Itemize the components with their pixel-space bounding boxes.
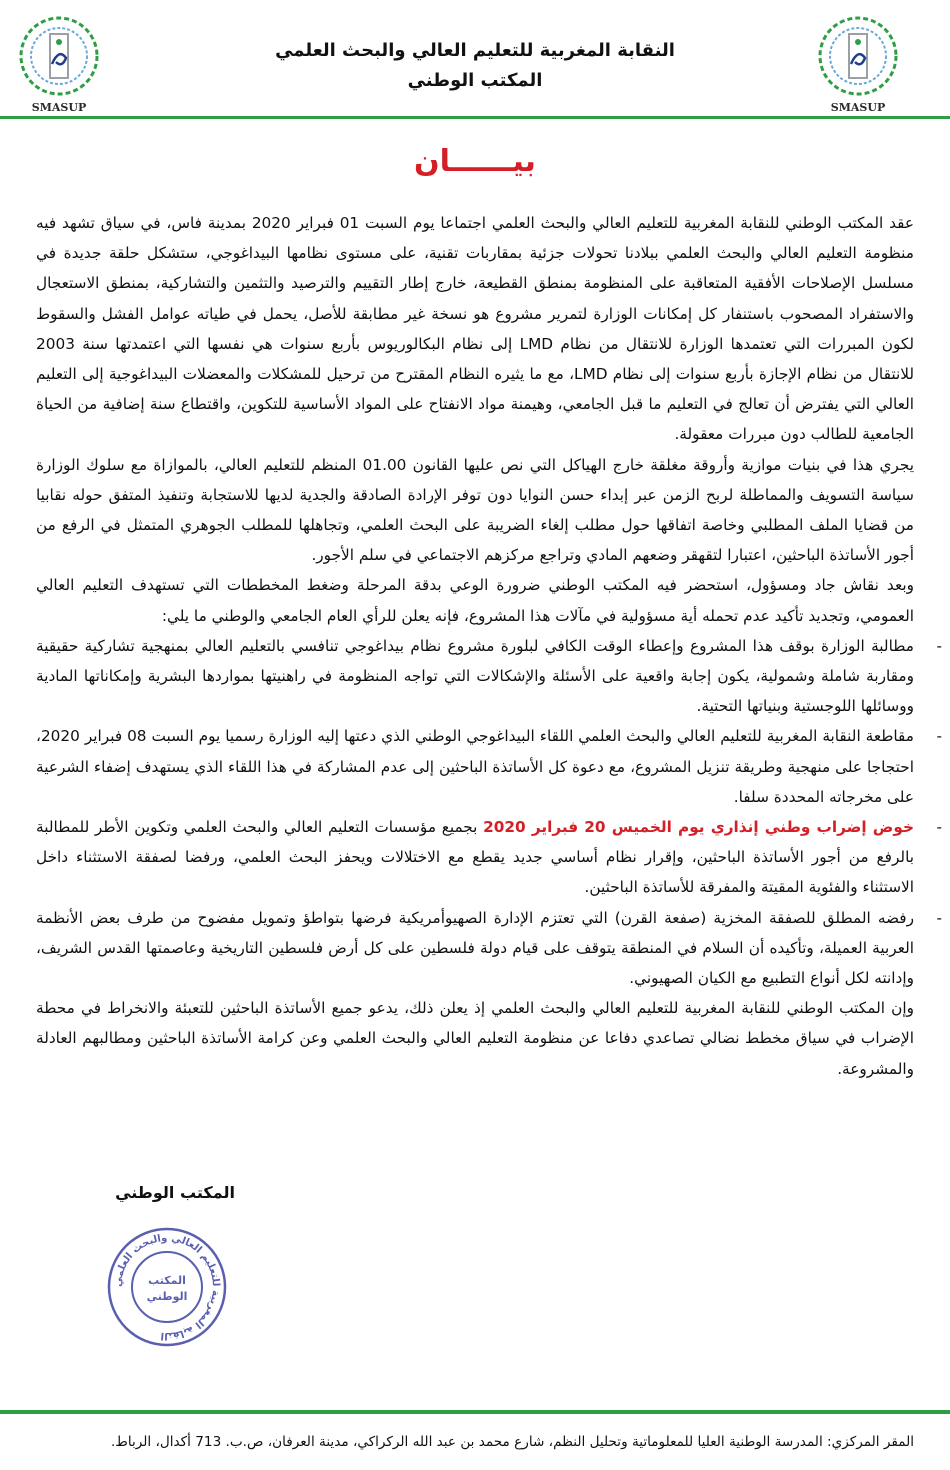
logo-label: SMASUP — [31, 101, 87, 114]
demand-text: رفضه المطلق للصفقة المخزية (صفعة القرن) التي تعتزم الإدارة الصهيوأمريكية فرضها بتواطؤ وتمويل مفضوح من طرف بعض الأنظمة العربية العميلة، وتأكيده أن السلام في المنطقة يتوقف على قيام دولة فلسطين على كل أرض فلسطين التاريخية وعاصمتها القدس الشريف، وإدانته لكل أنواع التطبيع مع الكيان الصهيوني. — [36, 908, 914, 988]
demand-text: مقاطعة النقابة المغربية للتعليم العالي والبحث العلمي اللقاء البيداغوجي الوطني الذي دعتها إليه الوزارة رسميا يوم السبت 08 فبراير 2020، احتجاجا على منهجية وطريقة تنزيل المشروع، مع دعوة كل الأساتذة الباحثين إلى عدم المشاركة في هذا اللقاء الذي يستهدف إضفاء الشرعية على مخرجاته المحددة سلفا. — [36, 727, 914, 806]
letterhead-titles — [150, 36, 800, 96]
seal-ring-text: النقابة المغربية للتعليم العالي والبحث العلمي — [112, 1232, 222, 1342]
logo-label: SMASUP — [830, 101, 886, 114]
closing-paragraph: وإن المكتب الوطني للنقابة المغربية للتعليم العالي والبحث العلمي إذ يعلن ذلك، يدعو جميع الأساتذة الباحثين للتعبئة والانخراط في محطة الإضراب في سياق مخطط نضالي تصاعدي دفاعا عن منظومة التعليم العالي والبحث العلمي وعن كرامة الأساتذة الباحثين ومطالبهم العادلة والمشروعة. — [36, 999, 914, 1078]
paragraph: عقد المكتب الوطني للنقابة المغربية للتعليم العالي والبحث العلمي اجتماعا يوم السبت 01 فبراير 2020 بمدينة فاس، في سياق تشهد فيه منظومة التعليم العالي والبحث العلمي ببلادنا تحولات جزئية بمقاربات تقنية، على مستوى نظامها البيداغوجي، ستشكل حلقة جديدة في مسلسل الإصلاحات الأفقية المتعاقبة على المنظومة بمنطق القطيعة، خارج إطار التقييم والترصيد والتثمين والتشاركية، بمنطق الاستعجال والاستفراد المصحوب باستنفار كل إمكانات الوزارة لتمرير مشروع هو نسخة غير مطابقة للأصل، يحمل في طياته عوامل الفشل والسقوط لكون المبررات التي تعتمدها الوزارة للانتقال من نظام LMD إلى نظام البكالوريوس بأربع سنوات هي نفسها التي اعتمدتها سنة 2003 للانتقال من نظام الإجازة بأربع سنوات إلى نظام LMD، مع ما يثيره النظام المقترح من ترحيل للمشكلات والمعضلات البيداغوجية إلى التعليم العالي التي يفترض أن تعالج في التعليم ما قبل الجامعي، وهيمنة مواد الانفتاح على المواد الأساسية للتكوين، واقتطاع سنة إضافية من الحياة الجامعية للطالب دون مبررات معقولة. — [36, 214, 915, 444]
list-item — [36, 721, 942, 812]
footer-address: المقر المركزي: المدرسة الوطنية العليا للمعلوماتية وتحليل النظم، شارع محمد بن عبد الله الركراكي، مدينة العرفان، ص.ب. 713 أكدال، الرباط. — [110, 1434, 914, 1450]
smasup-logo-left — [4, 12, 114, 112]
paragraph: وبعد نقاش جاد ومسؤول، استحضر فيه المكتب الوطني ضرورة الوعي بدقة المرحلة وضغط المخططات التي تستهدف التعليم العالي العمومي، وتجديد تأكيد عدم تحمله أية مسؤولية في مآلات هذا المشروع، فإنه يعلن للرأي العام الجامعي والوطني ما يلي: — [36, 576, 914, 625]
header-divider — [0, 116, 950, 119]
letterhead — [0, 0, 950, 122]
dash-bullet: - — [936, 818, 942, 837]
seal-center-text: الوطني — [146, 1290, 188, 1303]
statement-body — [36, 208, 942, 1084]
list-item — [36, 631, 942, 722]
dash-bullet: - — [936, 636, 942, 655]
smasup-emblem-icon — [4, 12, 114, 112]
demand-text: بجميع مؤسسات التعليم العالي والبحث العلمي وتكوين الأطر للمطالبة بالرفع من أجور الأساتذة الباحثين، وإقرار نظام أساسي جديد يقطع مع الاختلالات ويحفز البحث العلمي، ورفضا لصفقة الاستثناء داخل الاستثناء والفئوية المقيتة والمفرقة للأساتذة الباحثين. — [36, 818, 914, 897]
demand-text: مطالبة الوزارة بوقف هذا المشروع وإعطاء الوقت الكافي لبلورة مشروع نظام بيداغوجي تنافسي بالتعليم العالي بمنهجية تشاركية حقيقية ومقاربة شاملة وشمولية، يكون إجابة واقعية على الأسئلة والإشكالات التي تواجه المنظومة في راهنيتها بمواردها البشرية وإمكاناتها المادية ووسائلها اللوجستية وبنياتها التحتية. — [36, 636, 914, 716]
list-item — [36, 903, 942, 994]
statement-title: بيــــــان — [414, 144, 536, 179]
stamp-icon — [105, 1225, 229, 1349]
organization-name: النقابة المغربية للتعليم العالي والبحث العلمي — [275, 40, 675, 61]
smasup-logo-right — [803, 12, 913, 112]
office-seal — [105, 1225, 229, 1349]
list-item — [36, 812, 942, 903]
strike-announcement: خوض إضراب وطني إنذاري يوم الخميس 20 فبراير 2020 — [483, 818, 915, 837]
signature: المكتب الوطني — [115, 1183, 235, 1202]
demands-list — [36, 631, 942, 993]
office-name: المكتب الوطني — [407, 70, 543, 91]
dash-bullet: - — [936, 908, 942, 927]
paragraph: يجري هذا في بنيات موازية وأروقة مغلقة خارج الهياكل التي نص عليها القانون 01.00 المنظم للتعليم العالي، بالموازاة مع سلوك الوزارة سياسة التسويف والمماطلة لربح الزمن عبر إبداء حسن النوايا دون توفر الإرادة الصادقة والجدية لديها للاستجابة وتنفيذ المتفق حوله نقابيا من قضايا الملف المطلبي وخاصة اتفاقها حول مطلب إلغاء الضريبة على البحث العلمي، وتجاهلها للمطلب الجوهري المتمثل في الرفع من أجور الأساتذة الباحثين، اعتبارا لتقهقر وضعهم المادي وتراجع مركزهم الاجتماعي في سلم الأجور. — [36, 455, 914, 565]
dash-bullet: - — [936, 727, 942, 746]
seal-center-text: المكتب — [148, 1274, 186, 1287]
footer-divider — [0, 1410, 950, 1414]
smasup-emblem-icon — [803, 12, 913, 112]
